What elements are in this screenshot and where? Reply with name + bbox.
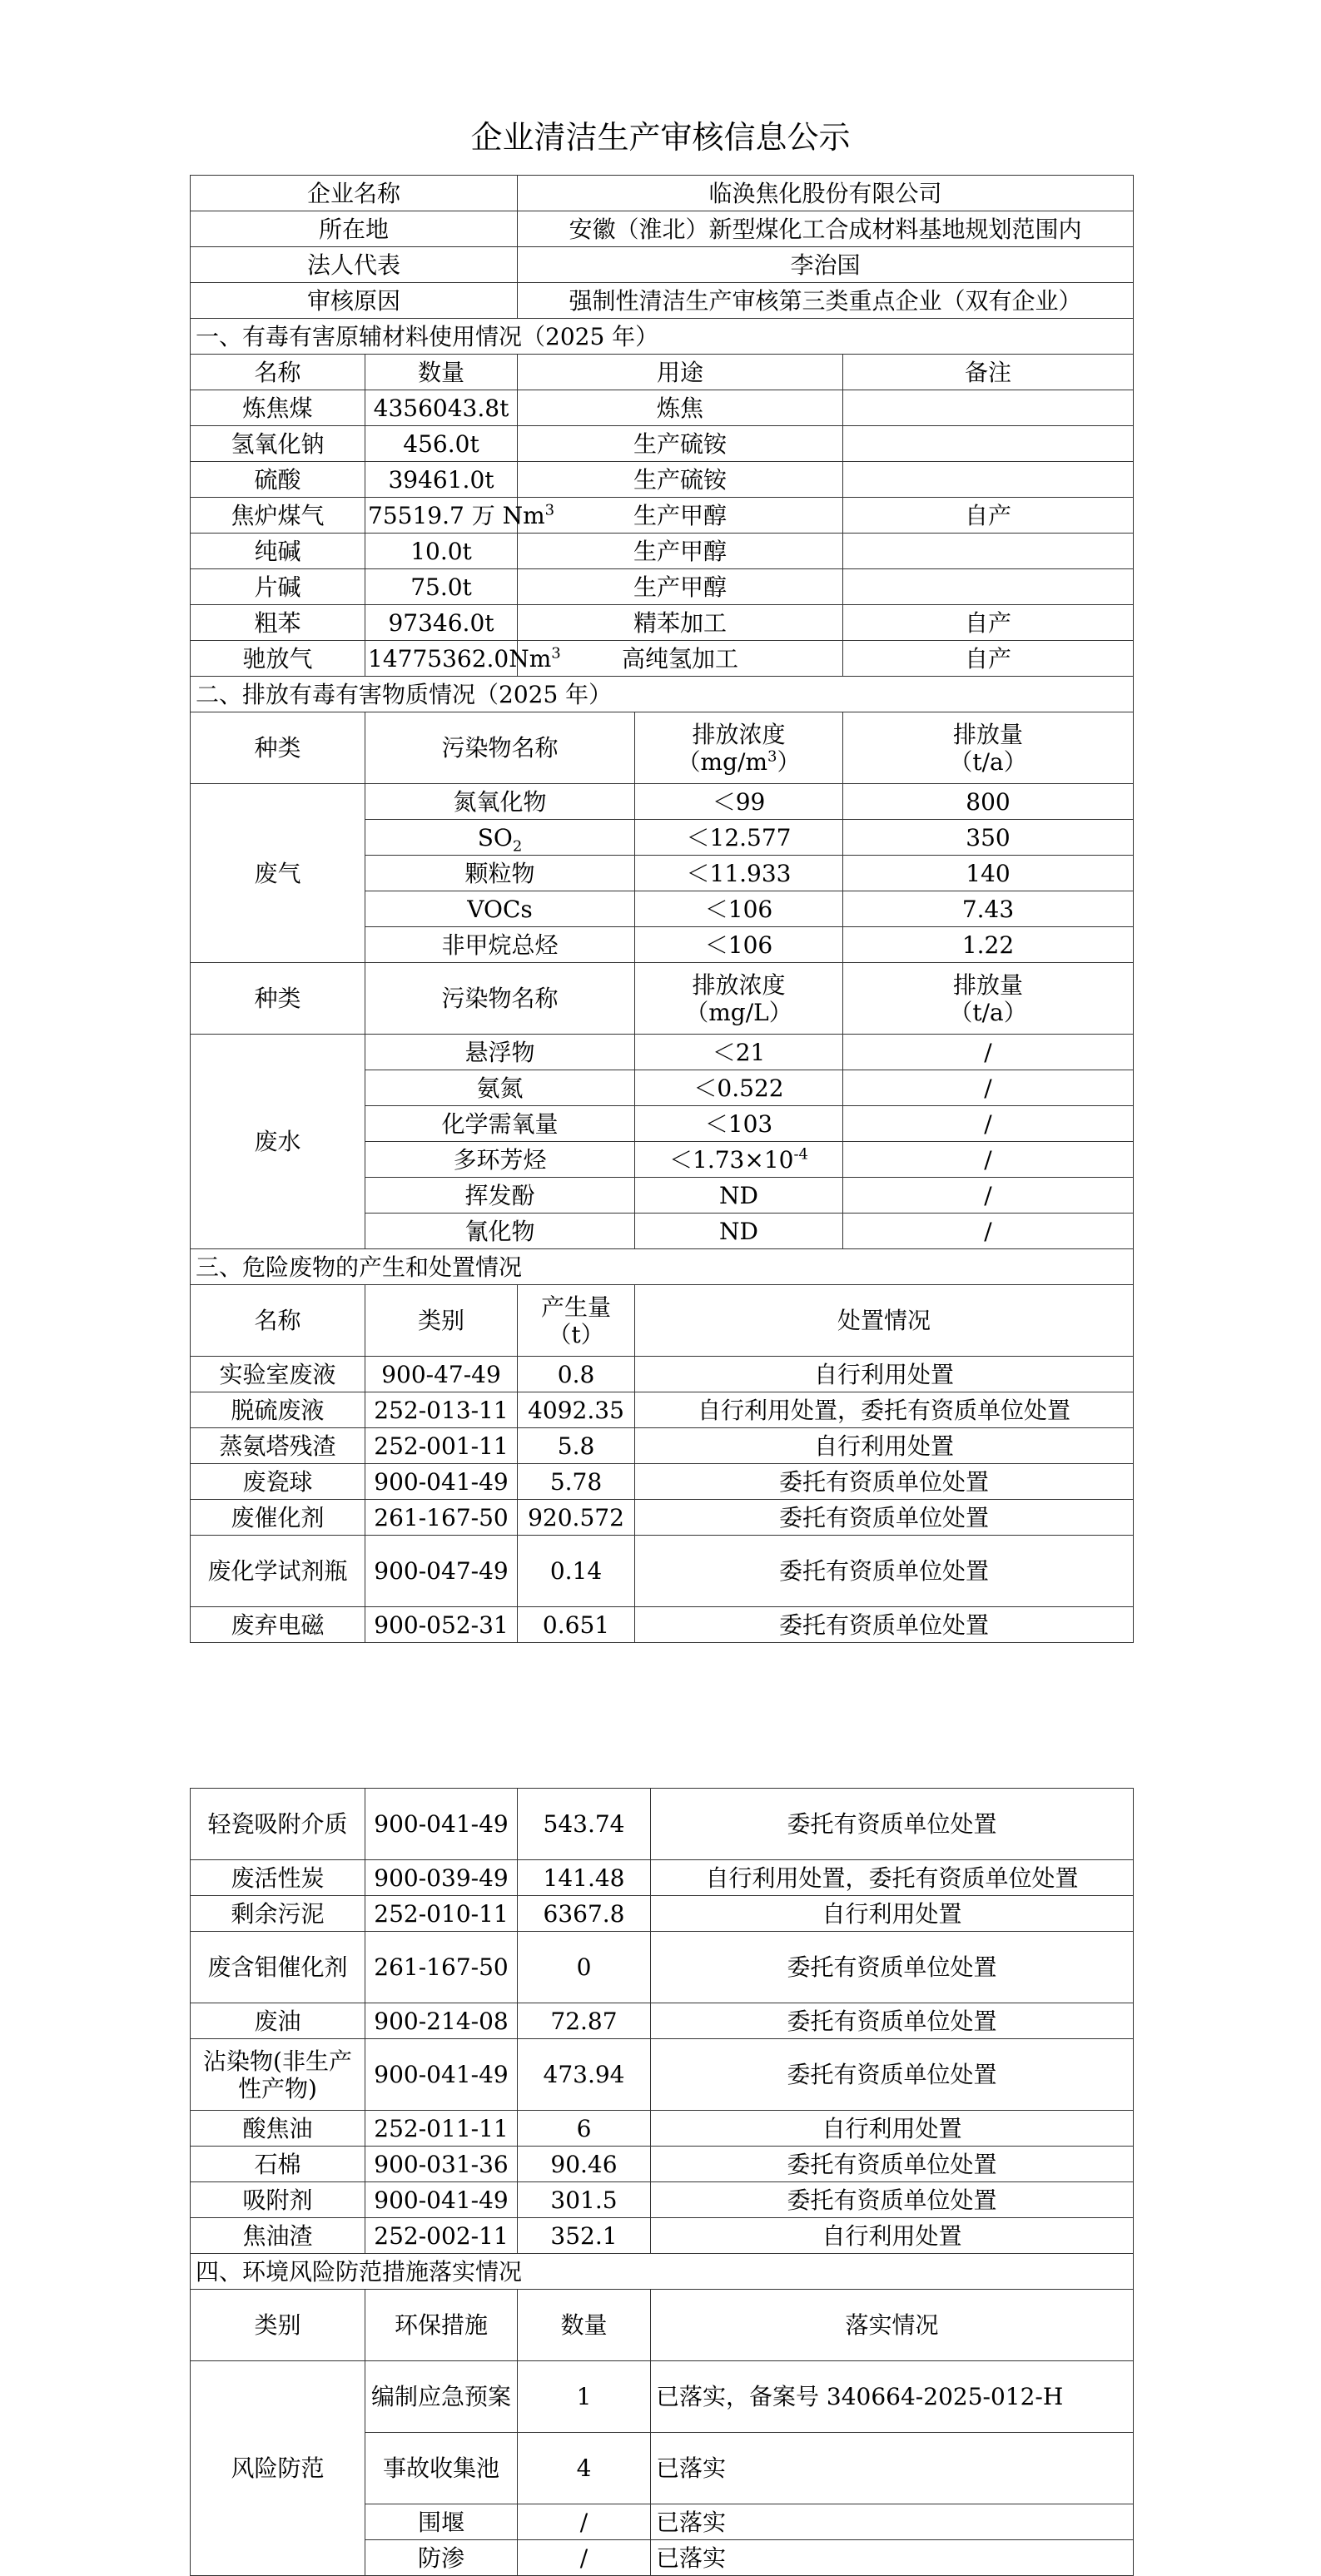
column-header: 名称 (191, 1285, 365, 1357)
column-header: 备注 (843, 355, 1134, 390)
pollutant-name: 悬浮物 (365, 1035, 635, 1070)
column-header: 数量 (365, 355, 518, 390)
waste-row (191, 1392, 1134, 1428)
column-header: 类别 (191, 2290, 365, 2361)
waste-disposal: 委托有资质单位处置 (651, 2003, 1134, 2039)
pollutant-conc: ＜106 (635, 891, 843, 927)
waste-row (191, 2147, 1134, 2182)
pollutant-type: 废水 (191, 1035, 365, 1249)
risk-measure: 围堰 (365, 2504, 518, 2540)
waste-name: 焦油渣 (191, 2218, 365, 2254)
header-row (191, 2290, 1134, 2361)
disclosure-table-page-2 (190, 1788, 1134, 2576)
header-row (191, 355, 1134, 390)
pollutant-conc: ND (635, 1214, 843, 1249)
waste-row (191, 2039, 1134, 2111)
pollutant-conc: ＜12.577 (635, 820, 843, 856)
waste-category: 900-041-49 (365, 2182, 518, 2218)
risk-status: 已落实 (651, 2433, 1134, 2504)
waste-row (191, 1428, 1134, 1464)
material-name: 片碱 (191, 569, 365, 605)
waste-row (191, 1607, 1134, 1643)
waste-name: 蒸氨塔残渣 (191, 1428, 365, 1464)
pollutant-name: 化学需氧量 (365, 1106, 635, 1142)
info-label: 审核原因 (191, 283, 518, 319)
column-header: 排放量 （t/a） (843, 712, 1134, 784)
column-header: 污染物名称 (365, 712, 635, 784)
pollutant-name: 氨氮 (365, 1070, 635, 1106)
waste-name: 废弃电磁 (191, 1607, 365, 1643)
waste-row (191, 1464, 1134, 1500)
waste-qty: 90.46 (518, 2147, 651, 2182)
header-row (191, 712, 1134, 784)
pollutant-conc: ＜11.933 (635, 856, 843, 891)
pollutant-name: 氮氧化物 (365, 784, 635, 820)
material-note (843, 462, 1134, 498)
waste-disposal: 自行利用处置，委托有资质单位处置 (635, 1392, 1134, 1428)
disclosure-table-page-1 (190, 175, 1134, 1643)
pollutant-conc: ND (635, 1178, 843, 1214)
pollutant-row (191, 784, 1134, 820)
waste-qty: 301.5 (518, 2182, 651, 2218)
pollutant-amount: / (843, 1106, 1134, 1142)
risk-qty: / (518, 2504, 651, 2540)
pollutant-name: $SO_2$ (365, 820, 635, 856)
pollutant-name: 非甲烷总烃 (365, 927, 635, 963)
waste-name: 废催化剂 (191, 1500, 365, 1536)
waste-name: 石棉 (191, 2147, 365, 2182)
info-row (191, 211, 1134, 247)
column-header: 环保措施 (365, 2290, 518, 2361)
info-label: 企业名称 (191, 176, 518, 211)
section-heading: 四、环境风险防范措施落实情况 (191, 2254, 1134, 2290)
section-heading: 一、有毒有害原辅材料使用情况（2025 年） (191, 319, 1134, 355)
pollutant-amount: / (843, 1070, 1134, 1106)
material-use: 生产甲醇 (518, 498, 843, 534)
material-note (843, 534, 1134, 569)
waste-disposal: 自行利用处置 (651, 2111, 1134, 2147)
material-use: 生产甲醇 (518, 569, 843, 605)
waste-name: 废化学试剂瓶 (191, 1536, 365, 1607)
waste-disposal: 委托有资质单位处置 (635, 1464, 1134, 1500)
waste-qty: 6367.8 (518, 1896, 651, 1932)
waste-row (191, 2003, 1134, 2039)
pollutant-name: VOCs (365, 891, 635, 927)
waste-disposal: 自行利用处置，委托有资质单位处置 (651, 1860, 1134, 1896)
pollutant-name: 颗粒物 (365, 856, 635, 891)
waste-qty: 0 (518, 1932, 651, 2003)
waste-qty: 0.14 (518, 1536, 635, 1607)
material-row (191, 534, 1134, 569)
waste-category: 261-167-50 (365, 1500, 518, 1536)
waste-name: 轻瓷吸附介质 (191, 1789, 365, 1860)
material-row (191, 390, 1134, 426)
waste-category: 261-167-50 (365, 1932, 518, 2003)
material-qty: 10.0t (365, 534, 518, 569)
waste-name: 废活性炭 (191, 1860, 365, 1896)
waste-name: 废油 (191, 2003, 365, 2039)
column-header: 种类 (191, 963, 365, 1035)
header-row (191, 1285, 1134, 1357)
material-name: 氢氧化钠 (191, 426, 365, 462)
material-name: 纯碱 (191, 534, 365, 569)
material-note: 自产 (843, 498, 1134, 534)
waste-qty: 6 (518, 2111, 651, 2147)
material-note: 自产 (843, 641, 1134, 677)
waste-category: 900-214-08 (365, 2003, 518, 2039)
material-row (191, 498, 1134, 534)
material-note (843, 426, 1134, 462)
material-qty: 456.0t (365, 426, 518, 462)
pollutant-conc: ＜103 (635, 1106, 843, 1142)
pollutant-amount: / (843, 1035, 1134, 1070)
waste-disposal: 自行利用处置 (635, 1428, 1134, 1464)
waste-disposal: 委托有资质单位处置 (635, 1500, 1134, 1536)
waste-qty: 5.78 (518, 1464, 635, 1500)
waste-category: 900-047-49 (365, 1536, 518, 1607)
pollutant-name: 挥发酚 (365, 1178, 635, 1214)
column-header: 处置情况 (635, 1285, 1134, 1357)
pollutant-amount: 7.43 (843, 891, 1134, 927)
risk-qty: / (518, 2540, 651, 2576)
info-row (191, 247, 1134, 283)
risk-status: 已落实 (651, 2540, 1134, 2576)
column-header: 类别 (365, 1285, 518, 1357)
column-header: 落实情况 (651, 2290, 1134, 2361)
waste-qty: 141.48 (518, 1860, 651, 1896)
waste-qty: 4092.35 (518, 1392, 635, 1428)
waste-name: 剩余污泥 (191, 1896, 365, 1932)
pollutant-amount: 800 (843, 784, 1134, 820)
material-qty: 39461.0t (365, 462, 518, 498)
material-row (191, 426, 1134, 462)
material-use: 高纯氢加工 (518, 641, 843, 677)
waste-category: 252-001-11 (365, 1428, 518, 1464)
material-qty: 75519.7 万 Nm$^3$ (365, 498, 518, 534)
material-row (191, 462, 1134, 498)
pollutant-conc: ＜106 (635, 927, 843, 963)
column-header: 污染物名称 (365, 963, 635, 1035)
waste-name: 废瓷球 (191, 1464, 365, 1500)
material-row (191, 641, 1134, 677)
waste-category: 900-052-31 (365, 1607, 518, 1643)
waste-qty: 920.572 (518, 1500, 635, 1536)
waste-disposal: 委托有资质单位处置 (651, 1789, 1134, 1860)
waste-name: 脱硫废液 (191, 1392, 365, 1428)
section-heading: 二、排放有毒有害物质情况（2025 年） (191, 677, 1134, 712)
material-name: 驰放气 (191, 641, 365, 677)
column-header: 排放浓度 （mg/L） (635, 963, 843, 1035)
pollutant-conc: ＜0.522 (635, 1070, 843, 1106)
waste-category: 252-013-11 (365, 1392, 518, 1428)
material-row (191, 569, 1134, 605)
info-row (191, 176, 1134, 211)
material-qty: 97346.0t (365, 605, 518, 641)
section-heading: 三、危险废物的产生和处置情况 (191, 1249, 1134, 1285)
risk-category: 风险防范 (191, 2361, 365, 2576)
material-row (191, 605, 1134, 641)
pollutant-amount: 350 (843, 820, 1134, 856)
material-use: 生产硫铵 (518, 462, 843, 498)
column-header: 排放量 （t/a） (843, 963, 1134, 1035)
waste-disposal: 委托有资质单位处置 (651, 2039, 1134, 2111)
pollutant-name: 多环芳烃 (365, 1142, 635, 1178)
waste-disposal: 委托有资质单位处置 (635, 1607, 1134, 1643)
risk-status: 已落实，备案号 340664-2025-012-H (651, 2361, 1134, 2433)
waste-disposal: 自行利用处置 (651, 2218, 1134, 2254)
pollutant-amount: / (843, 1178, 1134, 1214)
material-note (843, 569, 1134, 605)
waste-qty: 5.8 (518, 1428, 635, 1464)
waste-row (191, 2111, 1134, 2147)
waste-name: 酸焦油 (191, 2111, 365, 2147)
page-title: 企业清洁生产审核信息公示 (470, 119, 851, 156)
waste-row (191, 1357, 1134, 1392)
material-qty: 75.0t (365, 569, 518, 605)
info-row (191, 283, 1134, 319)
waste-name: 沾染物(非生产性产物) (191, 2039, 365, 2111)
material-use: 生产硫铵 (518, 426, 843, 462)
waste-disposal: 委托有资质单位处置 (651, 2182, 1134, 2218)
waste-row (191, 1896, 1134, 1932)
waste-qty: 352.1 (518, 2218, 651, 2254)
pollutant-name: 氰化物 (365, 1214, 635, 1249)
pollutant-amount: 1.22 (843, 927, 1134, 963)
pollutant-conc: ＜99 (635, 784, 843, 820)
waste-row (191, 1932, 1134, 2003)
waste-disposal: 委托有资质单位处置 (635, 1536, 1134, 1607)
section-heading-row (191, 1249, 1134, 1285)
waste-category: 252-002-11 (365, 2218, 518, 2254)
pollutant-amount: / (843, 1142, 1134, 1178)
waste-qty: 543.74 (518, 1789, 651, 1860)
header-row (191, 963, 1134, 1035)
waste-name: 吸附剂 (191, 2182, 365, 2218)
waste-row (191, 2182, 1134, 2218)
waste-category: 900-031-36 (365, 2147, 518, 2182)
waste-category: 900-041-49 (365, 1464, 518, 1500)
risk-status: 已落实 (651, 2504, 1134, 2540)
material-qty: 14775362.0Nm$^3$ (365, 641, 518, 677)
risk-qty: 1 (518, 2361, 651, 2433)
material-note: 自产 (843, 605, 1134, 641)
material-name: 炼焦煤 (191, 390, 365, 426)
column-header: 产生量 （t） (518, 1285, 635, 1357)
waste-name: 实验室废液 (191, 1357, 365, 1392)
pollutant-amount: 140 (843, 856, 1134, 891)
pollutant-conc: ＜21 (635, 1035, 843, 1070)
waste-category: 900-041-49 (365, 1789, 518, 1860)
column-header: 排放浓度 $(mg/m^3)$ (635, 712, 843, 784)
material-use: 生产甲醇 (518, 534, 843, 569)
info-value: 安徽（淮北）新型煤化工合成材料基地规划范围内 (518, 211, 1134, 247)
info-label: 所在地 (191, 211, 518, 247)
waste-row (191, 1789, 1134, 1860)
pollutant-type: 废气 (191, 784, 365, 963)
risk-measure: 编制应急预案 (365, 2361, 518, 2433)
waste-disposal: 自行利用处置 (651, 1896, 1134, 1932)
section-heading-row (191, 2254, 1134, 2290)
section-heading-row (191, 677, 1134, 712)
waste-category: 252-010-11 (365, 1896, 518, 1932)
column-header: 名称 (191, 355, 365, 390)
column-header: 数量 (518, 2290, 651, 2361)
waste-qty: 473.94 (518, 2039, 651, 2111)
waste-qty: 0.651 (518, 1607, 635, 1643)
waste-qty: 72.87 (518, 2003, 651, 2039)
section-heading-row (191, 319, 1134, 355)
waste-category: 900-47-49 (365, 1357, 518, 1392)
column-header: 种类 (191, 712, 365, 784)
risk-measure: 防渗 (365, 2540, 518, 2576)
info-label: 法人代表 (191, 247, 518, 283)
pollutant-row (191, 1035, 1134, 1070)
waste-qty: 0.8 (518, 1357, 635, 1392)
material-note (843, 390, 1134, 426)
column-header: 用途 (518, 355, 843, 390)
material-qty: 4356043.8t (365, 390, 518, 426)
waste-category: 900-039-49 (365, 1860, 518, 1896)
material-use: 炼焦 (518, 390, 843, 426)
waste-row (191, 1860, 1134, 1896)
waste-category: 900-041-49 (365, 2039, 518, 2111)
material-name: 焦炉煤气 (191, 498, 365, 534)
pollutant-conc: $<1.73\times 10^{-4}$ (635, 1142, 843, 1178)
material-name: 硫酸 (191, 462, 365, 498)
waste-disposal: 委托有资质单位处置 (651, 2147, 1134, 2182)
info-value: 强制性清洁生产审核第三类重点企业（双有企业） (518, 283, 1134, 319)
waste-disposal: 委托有资质单位处置 (651, 1932, 1134, 2003)
material-name: 粗苯 (191, 605, 365, 641)
waste-category: 252-011-11 (365, 2111, 518, 2147)
info-value: 临涣焦化股份有限公司 (518, 176, 1134, 211)
pollutant-amount: / (843, 1214, 1134, 1249)
risk-measure: 事故收集池 (365, 2433, 518, 2504)
waste-row (191, 1500, 1134, 1536)
info-value: 李治国 (518, 247, 1134, 283)
waste-row (191, 1536, 1134, 1607)
waste-disposal: 自行利用处置 (635, 1357, 1134, 1392)
risk-qty: 4 (518, 2433, 651, 2504)
material-use: 精苯加工 (518, 605, 843, 641)
waste-row (191, 2218, 1134, 2254)
waste-name: 废含钼催化剂 (191, 1932, 365, 2003)
risk-row (191, 2361, 1134, 2433)
